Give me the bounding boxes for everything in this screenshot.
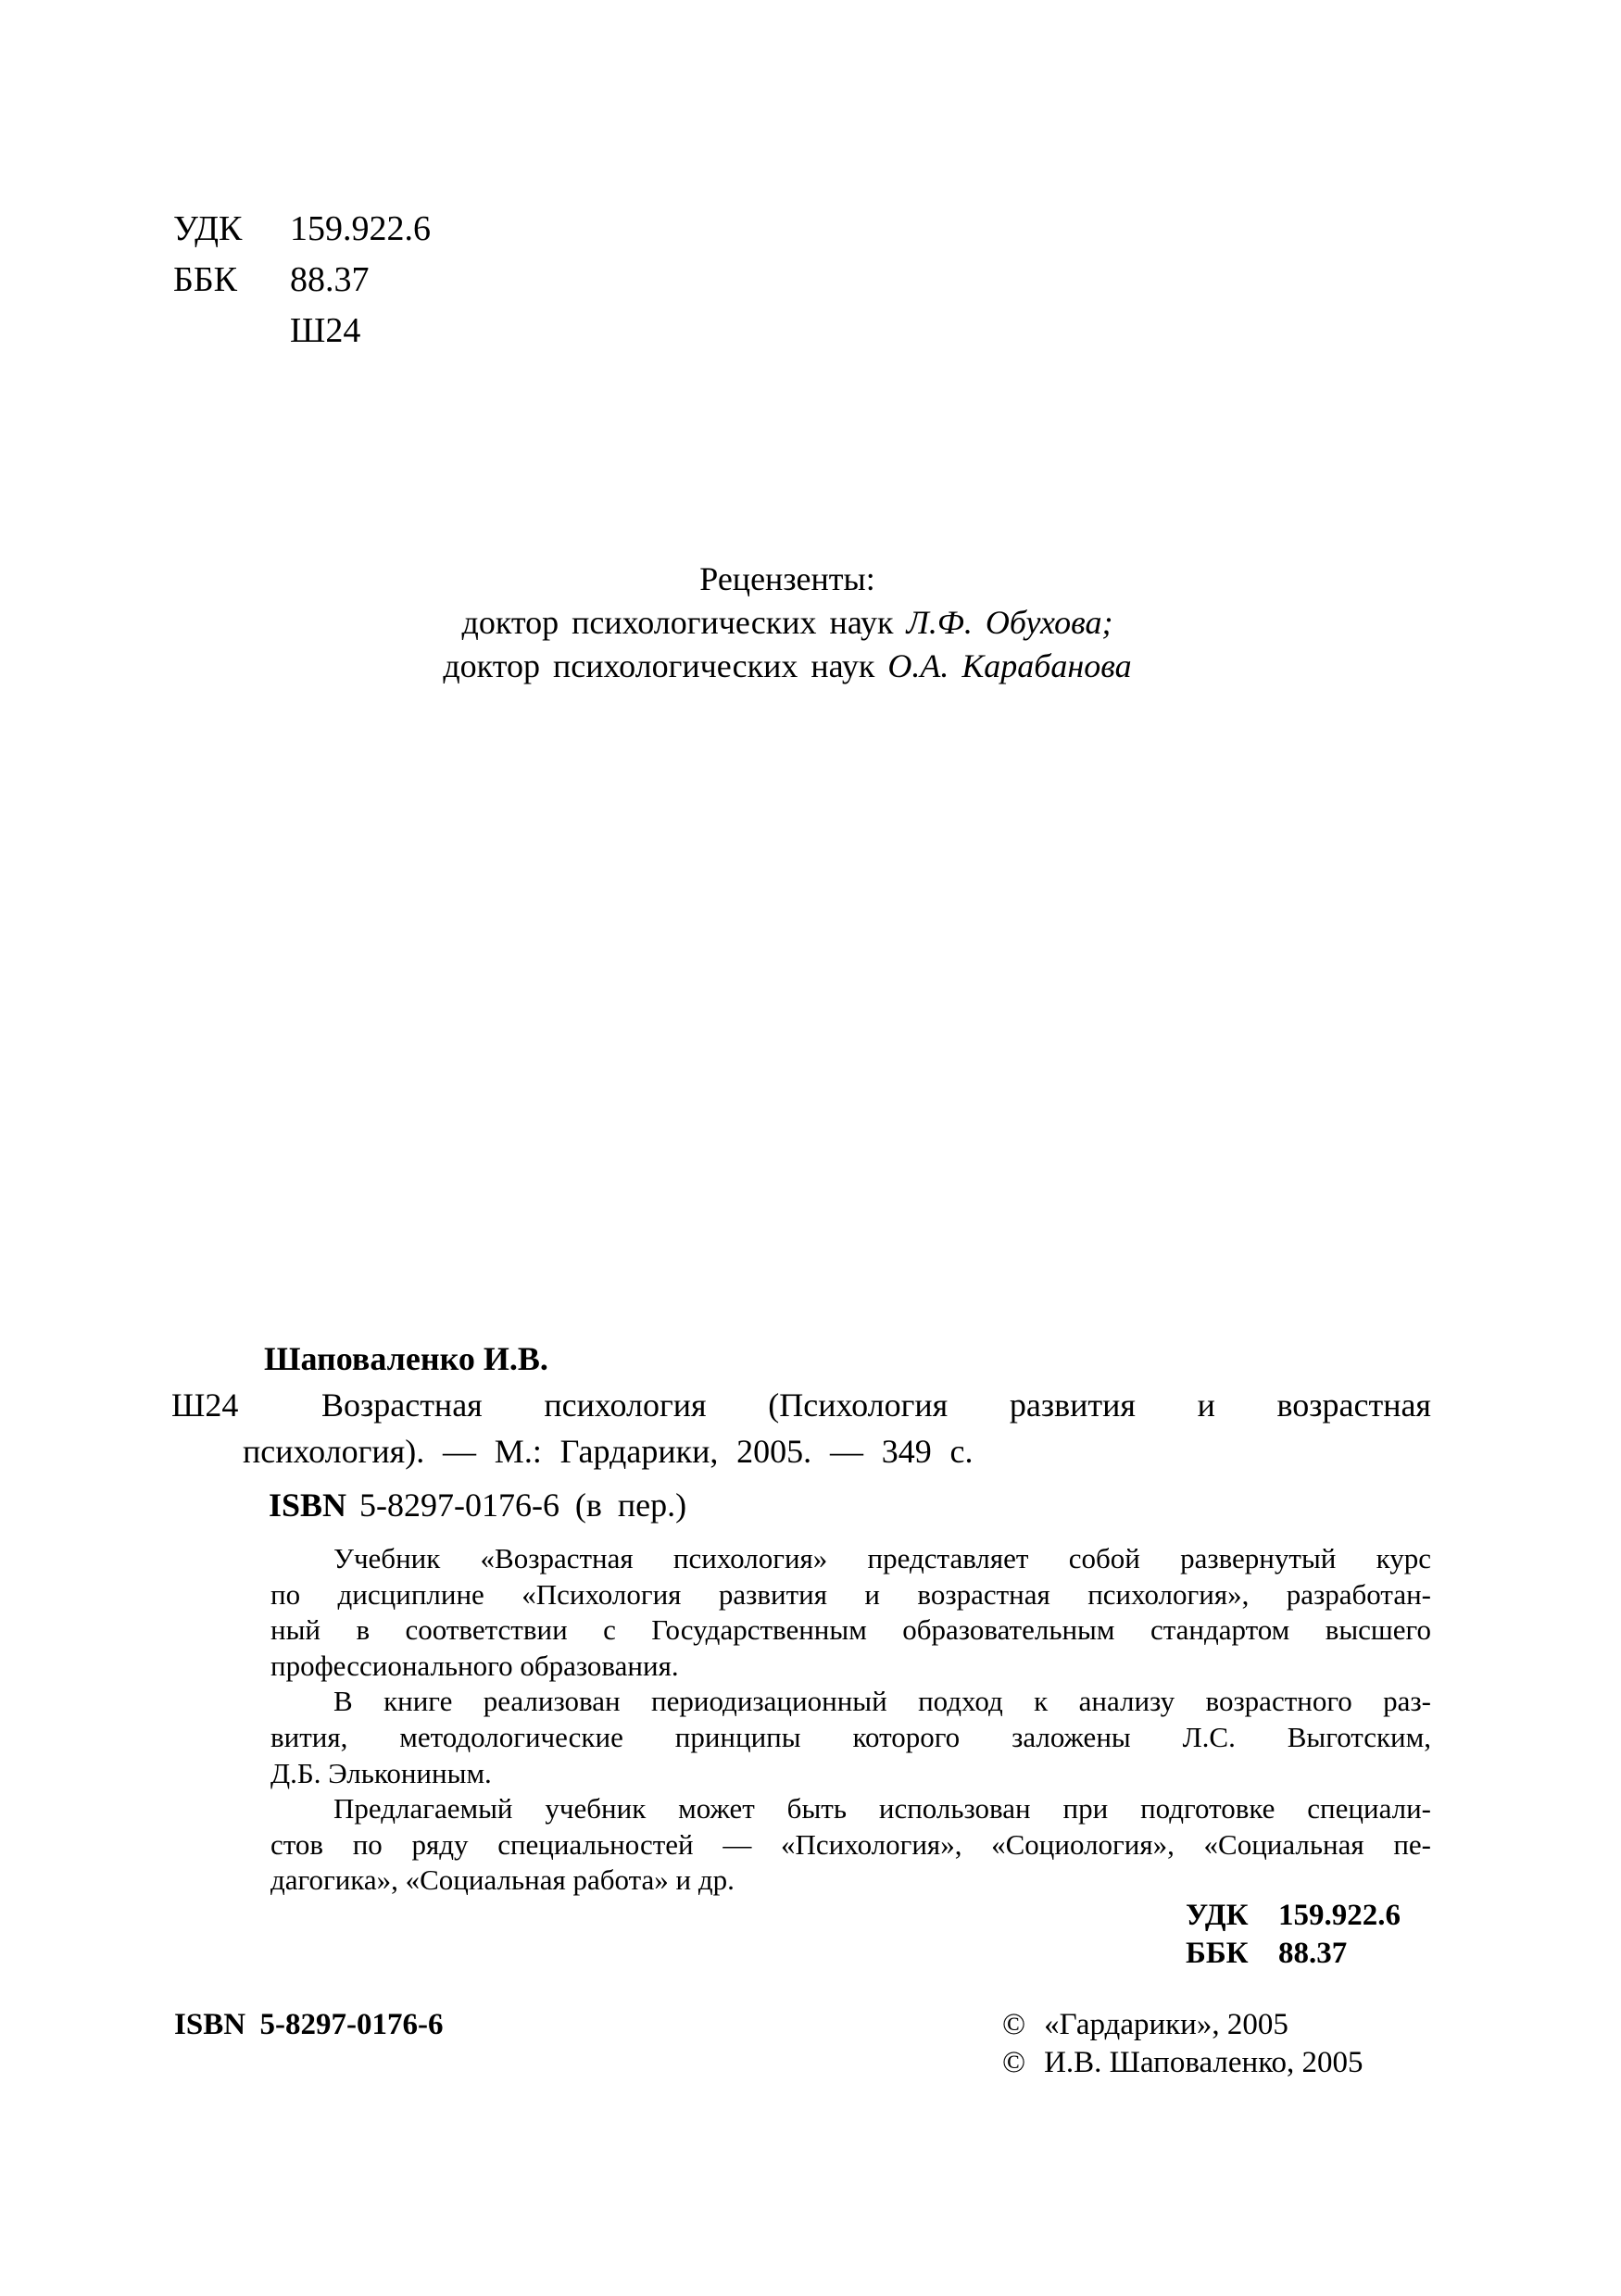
bbk-label: ББК bbox=[173, 260, 237, 299]
bottom-bbk-value: 88.37 bbox=[1278, 1937, 1348, 1970]
reviewer-degree-1: доктор психологических наук bbox=[461, 604, 907, 641]
bottom-bbk-line bbox=[1186, 1935, 1401, 1973]
copyright-symbol: © bbox=[1002, 2046, 1026, 2079]
reviewer-name-2: О.А. Карабанова bbox=[887, 647, 1132, 684]
bottom-udc-label: УДК bbox=[1186, 1899, 1249, 1932]
top-codes-block bbox=[173, 204, 431, 357]
annotation-line: профессионального образования. bbox=[270, 1649, 679, 1682]
annotation-line: В книге реализован периодизационный подход к анализу возрастного раз- bbox=[333, 1685, 1431, 1718]
card-isbn-line bbox=[269, 1486, 686, 1524]
reviewer-name-1: Л.Ф. Обухова; bbox=[906, 604, 1113, 641]
annotation-line: Учебник «Возрастная психология» представляет собой развернутый курс bbox=[333, 1542, 1431, 1575]
copyright-block bbox=[1002, 2006, 1363, 2082]
copyright-publisher: «Гардарики», 2005 bbox=[1044, 2008, 1288, 2041]
reviewer-degree-2: доктор психологических наук bbox=[443, 647, 888, 684]
footer-isbn: ISBN 5-8297-0176-6 bbox=[174, 2008, 444, 2041]
card-isbn-label: ISBN bbox=[269, 1487, 347, 1524]
annotation-paragraph-2 bbox=[270, 1684, 1431, 1791]
reviewers-heading: Рецензенты: bbox=[699, 560, 875, 597]
annotation-line: Д.Б. Элькониным. bbox=[270, 1756, 492, 1789]
card-title-line-1: Возрастная психология (Психология развития и возрастная bbox=[321, 1386, 1431, 1424]
bottom-codes-block bbox=[1186, 1897, 1401, 1973]
annotation-line: стов по ряду специальностей — «Психология», «Социология», «Социальная пе- bbox=[270, 1827, 1431, 1861]
annotation-line: дагогика», «Социальная работа» и др. bbox=[270, 1863, 735, 1897]
card-title-line-2: психология). — М.: Гардарики, 2005. — 349 с. bbox=[243, 1433, 974, 1470]
copyright-line-author bbox=[1002, 2044, 1363, 2082]
udc-line bbox=[173, 204, 431, 255]
card-author-sign: Ш24 bbox=[171, 1386, 239, 1424]
annotation-line: Предлагаемый учебник может быть использован при подготовке специали- bbox=[333, 1792, 1431, 1826]
bbk-value: 88.37 bbox=[290, 260, 370, 299]
copyright-author: И.В. Шаповаленко, 2005 bbox=[1044, 2046, 1363, 2079]
reviewers-block bbox=[232, 558, 1343, 688]
udc-value: 159.922.6 bbox=[290, 209, 431, 248]
annotation-line: по дисциплине «Психология развития и возрастная психология», разработан- bbox=[270, 1577, 1431, 1611]
card-author: Шаповаленко И.В. bbox=[264, 1340, 548, 1377]
annotation-line: ный в соответствии с Государственным образовательным стандартом высшего bbox=[270, 1613, 1431, 1647]
annotation-paragraph-3 bbox=[270, 1791, 1431, 1899]
annotation-paragraph-1 bbox=[270, 1541, 1431, 1684]
bottom-bbk-label: ББК bbox=[1186, 1937, 1249, 1970]
bottom-udc-value: 159.922.6 bbox=[1278, 1899, 1401, 1932]
copyright-line-publisher bbox=[1002, 2006, 1363, 2044]
udc-label: УДК bbox=[173, 209, 243, 248]
annotation-line: вития, методологические принципы которого заложены Л.С. Выготским, bbox=[270, 1720, 1431, 1753]
reviewer-line-1 bbox=[232, 601, 1343, 645]
author-sign-top: Ш24 bbox=[290, 311, 361, 350]
card-isbn-value: 5-8297-0176-6 (в пер.) bbox=[359, 1487, 687, 1524]
reviewer-line-2 bbox=[232, 645, 1343, 688]
bottom-udc-line bbox=[1186, 1897, 1401, 1935]
copyright-symbol: © bbox=[1002, 2008, 1026, 2041]
bbk-line bbox=[173, 255, 431, 306]
annotation-block bbox=[270, 1541, 1431, 1899]
